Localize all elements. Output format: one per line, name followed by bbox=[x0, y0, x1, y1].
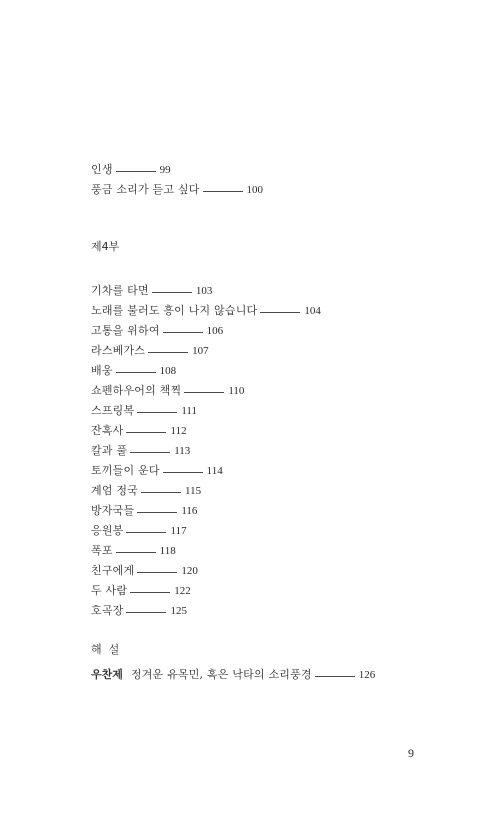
toc-entry bbox=[91, 464, 223, 478]
toc-entry bbox=[91, 364, 176, 378]
page-number: 9 bbox=[408, 746, 414, 760]
toc-entry-page: 110 bbox=[228, 385, 245, 397]
commentary-title: 정겨운 유목민, 혹은 낙타의 소리풍경 bbox=[130, 668, 312, 681]
toc-leader bbox=[126, 532, 166, 533]
toc-entry bbox=[91, 564, 198, 578]
toc-entry-page: 122 bbox=[174, 585, 191, 597]
toc-entry-page: 113 bbox=[174, 445, 191, 457]
toc-entry-page: 125 bbox=[170, 605, 187, 617]
toc-entry bbox=[91, 504, 197, 518]
toc-entry-page: 106 bbox=[206, 325, 224, 337]
toc-leader bbox=[116, 552, 156, 553]
toc-entry-title: 방자국들 bbox=[91, 504, 135, 517]
toc-entry bbox=[91, 544, 176, 558]
toc-entry-page: 103 bbox=[195, 285, 213, 297]
toc-leader bbox=[152, 292, 192, 293]
toc-leader bbox=[126, 432, 166, 433]
toc-entry-page: 118 bbox=[159, 545, 176, 557]
toc-entry-page: 107 bbox=[192, 345, 209, 357]
part-heading: 제4부 bbox=[91, 240, 120, 253]
toc-entry-title: 기차를 타면 bbox=[91, 284, 149, 297]
toc-entry bbox=[91, 584, 191, 598]
toc-entry-page: 108 bbox=[159, 365, 177, 377]
toc-entry-page: 115 bbox=[185, 485, 202, 497]
toc-leader bbox=[203, 191, 243, 192]
toc-entry-title: 칼과 풀 bbox=[91, 444, 128, 457]
commentary-entry bbox=[91, 668, 375, 682]
toc-leader bbox=[116, 372, 156, 373]
toc-leader bbox=[163, 472, 203, 473]
toc-leader bbox=[130, 452, 170, 453]
toc-entry-page: 111 bbox=[181, 405, 197, 417]
toc-entry-title: 계엄 정국 bbox=[91, 484, 139, 497]
toc-entry-page: 114 bbox=[206, 465, 223, 477]
toc-entry-title: 폭포 bbox=[91, 544, 113, 557]
toc-entry-page: 116 bbox=[181, 505, 198, 517]
toc-entry-page: 120 bbox=[181, 565, 198, 577]
toc-leader bbox=[260, 312, 300, 313]
toc-leader bbox=[163, 332, 203, 333]
toc-entry-title: 응원봉 bbox=[91, 524, 124, 537]
toc-entry-page: 104 bbox=[304, 305, 321, 317]
toc-leader bbox=[141, 492, 181, 493]
toc-entry bbox=[91, 304, 321, 318]
toc-leader bbox=[148, 352, 188, 353]
toc-leader bbox=[137, 572, 177, 573]
toc-entry bbox=[91, 524, 187, 538]
commentary-page: 126 bbox=[358, 669, 376, 681]
toc-leader bbox=[126, 612, 166, 613]
toc-entry bbox=[91, 183, 263, 197]
toc-entry-title: 인생 bbox=[91, 163, 113, 176]
toc-entry-title: 라스베가스 bbox=[91, 344, 146, 357]
toc-entry-title: 잔혹사 bbox=[91, 424, 124, 437]
toc-entry bbox=[91, 424, 187, 438]
toc-entry bbox=[91, 604, 187, 618]
toc-leader bbox=[130, 592, 170, 593]
commentary-heading: 해 설 bbox=[91, 643, 120, 656]
toc-entry bbox=[91, 484, 201, 498]
toc-entry-title: 고통을 위하여 bbox=[91, 324, 160, 337]
toc-leader bbox=[116, 171, 156, 172]
toc-entry-page: 99 bbox=[159, 164, 171, 176]
toc-entry-title: 풍금 소리가 듣고 싶다 bbox=[91, 183, 200, 196]
toc-entry bbox=[91, 444, 190, 458]
toc-entry-page: 117 bbox=[170, 525, 187, 537]
toc-entry-title: 토끼들이 운다 bbox=[91, 464, 160, 477]
toc-entry bbox=[91, 384, 244, 398]
toc-leader bbox=[184, 392, 224, 393]
toc-entry bbox=[91, 324, 223, 338]
toc-entry bbox=[91, 404, 197, 418]
toc-leader bbox=[315, 676, 355, 677]
toc-entry bbox=[91, 284, 212, 298]
commentary-author: 우찬제 bbox=[91, 668, 123, 681]
toc-entry bbox=[91, 344, 209, 358]
toc-entry-page: 100 bbox=[246, 184, 264, 196]
toc-entry-title: 두 사람 bbox=[91, 584, 128, 597]
toc-entry-title: 배웅 bbox=[91, 364, 113, 377]
toc-leader bbox=[137, 512, 177, 513]
toc-entry-page: 112 bbox=[170, 425, 187, 437]
toc-entry-title: 쇼펜하우어의 책찍 bbox=[91, 384, 182, 397]
toc-entry-title: 호곡장 bbox=[91, 604, 124, 617]
toc-entry-title: 스프링복 bbox=[91, 404, 135, 417]
toc-leader bbox=[137, 412, 177, 413]
toc-entry-title: 친구에게 bbox=[91, 564, 135, 577]
toc-entry bbox=[91, 163, 171, 177]
toc-entry-title: 노래를 불러도 흥이 나지 않습니다 bbox=[91, 304, 258, 317]
